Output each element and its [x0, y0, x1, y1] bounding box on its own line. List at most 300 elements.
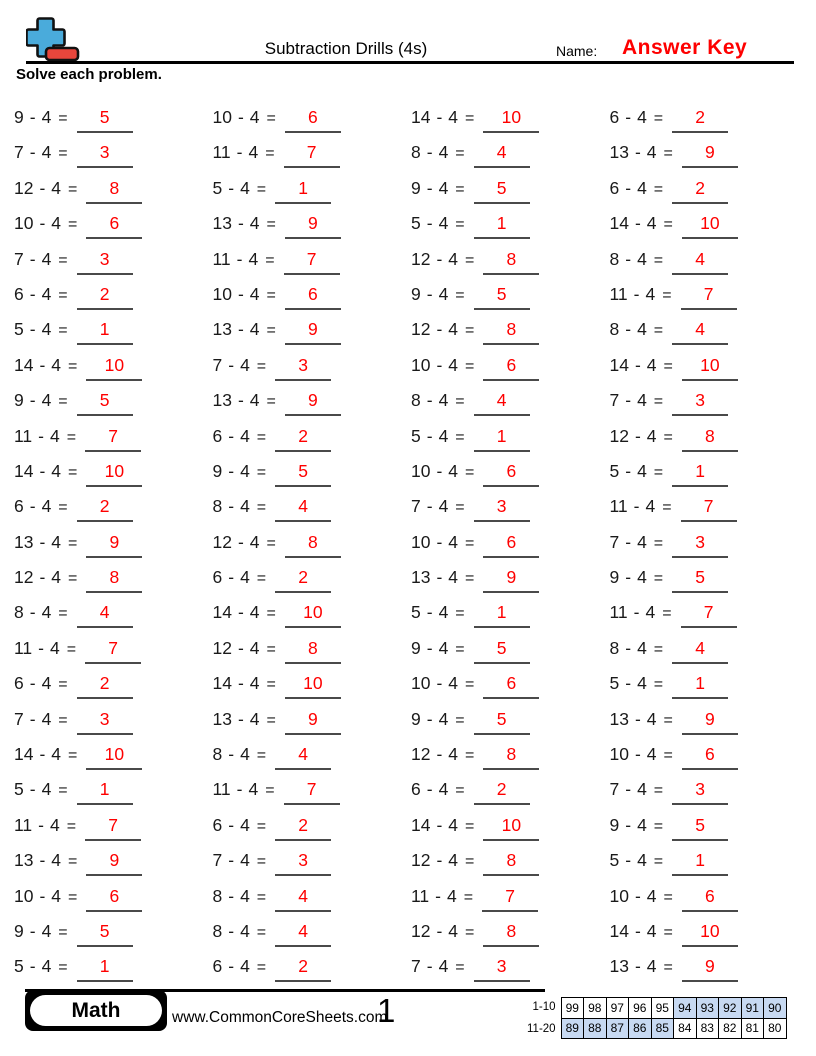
answer-blank	[285, 284, 341, 310]
subtrahend: 4	[51, 177, 62, 198]
minus-operator: -	[436, 107, 443, 127]
problem-row	[411, 169, 604, 204]
equals-sign: =	[465, 534, 475, 552]
subtrahend: 4	[51, 567, 62, 588]
answer-value: 8	[109, 177, 120, 198]
problem-row	[14, 310, 207, 345]
minus-operator: -	[625, 390, 632, 411]
answer-blank	[275, 921, 331, 947]
website-url: www.CommonCoreSheets.com	[172, 1009, 388, 1026]
answer-value: 9	[705, 956, 715, 977]
minuend: 9	[14, 920, 24, 941]
problem-row	[610, 770, 803, 805]
minus-operator: -	[39, 460, 46, 481]
minus-operator: -	[29, 107, 36, 127]
equals-sign: =	[68, 853, 78, 871]
subtrahend: 4	[240, 567, 250, 588]
equals-sign: =	[465, 322, 475, 340]
score-cell: 97	[606, 998, 629, 1019]
equals-sign: =	[653, 782, 664, 800]
minuend: 14	[609, 354, 629, 375]
subtrahend: 4	[637, 177, 647, 198]
minus-operator: -	[38, 425, 44, 446]
minuend: 10	[212, 107, 232, 127]
answer-blank	[285, 107, 341, 133]
subtrahend: 4	[438, 637, 449, 658]
problems-grid	[14, 98, 802, 984]
math-badge	[25, 990, 167, 1031]
answer-value: 7	[108, 637, 118, 658]
minuend: 14	[411, 107, 431, 127]
answer-value: 7	[108, 814, 118, 835]
answer-value: 4	[99, 602, 110, 623]
minus-operator: -	[625, 673, 632, 694]
subtrahend: 4	[50, 425, 60, 446]
minus-operator: -	[228, 920, 235, 941]
answer-blank	[85, 638, 141, 664]
minus-operator: -	[38, 637, 44, 658]
equals-sign: =	[58, 605, 68, 623]
equals-sign: =	[455, 782, 465, 800]
minus-operator: -	[228, 814, 235, 835]
minus-operator: -	[634, 213, 641, 234]
problem-row	[213, 947, 406, 982]
minuend: 8	[212, 744, 223, 765]
problem-row	[213, 346, 406, 381]
minuend: 13	[14, 531, 34, 552]
subtrahend: 4	[240, 814, 250, 835]
minuend: 12	[14, 177, 34, 198]
minus-operator: -	[29, 248, 36, 269]
minuend: 12	[609, 425, 629, 446]
equals-sign: =	[266, 605, 276, 623]
problem-row	[14, 841, 207, 876]
minuend: 8	[609, 248, 620, 269]
answer-value: 7	[703, 496, 714, 517]
problem-row	[213, 735, 406, 770]
equals-sign: =	[58, 959, 68, 977]
problem-row	[610, 417, 803, 452]
minuend: 12	[411, 744, 431, 765]
problem-row	[610, 487, 803, 522]
score-range-label: 1-10	[532, 1001, 556, 1014]
answer-value: 3	[99, 708, 110, 729]
equals-sign: =	[265, 145, 275, 163]
score-range-label: 11-20	[527, 1022, 556, 1035]
equals-sign: =	[256, 853, 267, 871]
answer-blank	[682, 142, 738, 168]
equals-sign: =	[256, 959, 267, 977]
minuend: 11	[212, 248, 231, 269]
minuend: 14	[212, 673, 232, 694]
answer-blank	[682, 213, 738, 239]
equals-sign: =	[266, 322, 276, 340]
answer-blank	[682, 921, 738, 947]
minus-operator: -	[633, 602, 640, 623]
minus-operator: -	[236, 248, 243, 269]
minuend: 6	[14, 283, 24, 304]
minus-operator: -	[625, 319, 632, 340]
minus-operator: -	[625, 850, 632, 871]
minuend: 12	[212, 637, 232, 658]
equals-sign: =	[68, 357, 78, 375]
minuend: 5	[14, 956, 24, 977]
minuend: 13	[212, 319, 232, 340]
answer-value: 2	[99, 673, 110, 694]
minuend: 14	[14, 354, 34, 375]
equals-sign: =	[266, 534, 276, 552]
subtrahend: 4	[637, 850, 647, 871]
subtrahend: 4	[249, 637, 260, 658]
problem-row	[213, 629, 406, 664]
minuend: 9	[609, 814, 620, 835]
score-cell: 87	[606, 1018, 629, 1039]
minus-operator: -	[236, 779, 243, 800]
score-cell: 93	[696, 998, 719, 1019]
minuend: 5	[609, 673, 620, 694]
problem-row	[14, 169, 207, 204]
answer-value: 1	[99, 779, 110, 800]
answer-blank	[275, 744, 331, 770]
answer-blank	[483, 815, 539, 841]
subtrahend: 4	[637, 779, 647, 800]
equals-sign: =	[662, 499, 672, 517]
answer-value: 8	[506, 920, 517, 941]
minus-operator: -	[29, 920, 36, 941]
answer-value: 2	[99, 496, 110, 517]
minus-operator: -	[29, 779, 36, 800]
subtrahend: 4	[447, 885, 457, 906]
subtrahend: 4	[41, 248, 52, 269]
answer-blank	[285, 709, 341, 735]
problem-column-2	[213, 98, 406, 984]
answer-value: 1	[496, 602, 507, 623]
subtrahend: 4	[41, 673, 52, 694]
answer-blank	[77, 673, 133, 699]
subtrahend: 4	[51, 213, 62, 234]
problem-row	[213, 204, 406, 239]
subtrahend: 4	[438, 390, 449, 411]
problem-row	[610, 133, 803, 168]
subtrahend: 4	[51, 885, 62, 906]
subtrahend: 4	[248, 248, 259, 269]
equals-sign: =	[663, 711, 673, 729]
score-cell: 83	[696, 1018, 719, 1039]
answer-blank	[672, 178, 728, 204]
minuend: 9	[14, 390, 24, 411]
equals-sign: =	[653, 393, 664, 411]
subtrahend: 4	[438, 602, 449, 623]
minus-operator: -	[39, 885, 46, 906]
problem-row	[14, 98, 207, 133]
answer-value: 9	[705, 708, 715, 729]
answer-blank	[482, 886, 538, 912]
minus-operator: -	[29, 602, 36, 623]
equals-sign: =	[455, 499, 465, 517]
minuend: 9	[411, 283, 421, 304]
answer-blank	[681, 284, 737, 310]
problem-row	[213, 593, 406, 628]
subtrahend: 4	[41, 496, 52, 517]
answer-blank	[483, 107, 539, 133]
answer-blank	[77, 779, 133, 805]
equals-sign: =	[256, 817, 267, 835]
answer-value: 5	[695, 567, 705, 588]
answer-value: 4	[695, 637, 705, 658]
problem-row	[411, 346, 604, 381]
answer-blank	[682, 355, 738, 381]
minuend: 10	[14, 213, 34, 234]
minus-operator: -	[29, 142, 36, 163]
problem-row	[411, 417, 604, 452]
minuend: 14	[609, 920, 629, 941]
problem-row	[14, 452, 207, 487]
answer-value: 10	[303, 673, 323, 694]
minus-operator: -	[29, 708, 36, 729]
problem-row	[213, 877, 406, 912]
answer-blank	[86, 850, 142, 876]
problem-row	[14, 912, 207, 947]
subtrahend: 4	[448, 744, 459, 765]
answer-value: 6	[109, 213, 120, 234]
subtrahend: 4	[646, 213, 657, 234]
minuend: 11	[14, 425, 33, 446]
equals-sign: =	[266, 110, 276, 127]
equals-sign: =	[662, 605, 672, 623]
problem-row	[14, 381, 207, 416]
answer-value: 9	[308, 213, 318, 234]
subtrahend: 4	[240, 850, 250, 871]
equals-sign: =	[463, 888, 474, 906]
equals-sign: =	[653, 180, 664, 198]
answer-value: 8	[308, 531, 318, 552]
answer-value: 4	[298, 885, 308, 906]
problem-row	[610, 700, 803, 735]
minus-operator: -	[228, 567, 235, 588]
problem-row	[14, 204, 207, 239]
subtrahend: 4	[248, 142, 259, 163]
answer-blank	[77, 921, 133, 947]
page-title: Subtraction Drills (4s)	[264, 39, 428, 58]
answer-blank	[681, 496, 737, 522]
subtrahend: 4	[646, 744, 657, 765]
minus-operator: -	[426, 708, 433, 729]
problem-row	[14, 346, 207, 381]
minus-operator: -	[228, 425, 235, 446]
problem-row	[213, 700, 406, 735]
minuend: 8	[609, 637, 620, 658]
answer-value: 10	[501, 107, 522, 127]
minus-operator: -	[634, 956, 641, 977]
subtrahend: 4	[637, 567, 647, 588]
problem-row	[411, 947, 604, 982]
problem-row	[411, 806, 604, 841]
answer-value: 6	[506, 354, 517, 375]
answer-value: 6	[308, 107, 318, 127]
equals-sign: =	[455, 711, 465, 729]
problem-row	[14, 947, 207, 982]
subtrahend: 4	[50, 814, 60, 835]
problem-row	[14, 664, 207, 699]
answer-value: 2	[695, 177, 705, 198]
answer-blank	[682, 426, 738, 452]
minus-operator: -	[426, 637, 433, 658]
answer-value: 7	[306, 142, 317, 163]
answer-blank	[474, 638, 530, 664]
minuend: 7	[14, 142, 24, 163]
subtrahend: 4	[41, 956, 52, 977]
answer-blank	[483, 673, 539, 699]
answer-blank	[275, 461, 331, 487]
equals-sign: =	[58, 393, 68, 411]
problem-row	[411, 664, 604, 699]
minus-operator: -	[625, 177, 632, 198]
minus-operator: -	[436, 920, 443, 941]
minuend: 9	[609, 567, 620, 588]
problem-row	[610, 169, 803, 204]
equals-sign: =	[266, 216, 276, 234]
problem-row	[610, 593, 803, 628]
minus-operator: -	[228, 354, 235, 375]
minus-operator: -	[436, 531, 443, 552]
answer-value: 7	[306, 248, 317, 269]
score-cell: 85	[651, 1018, 674, 1039]
problem-row	[610, 629, 803, 664]
problem-row	[411, 133, 604, 168]
minus-operator: -	[625, 248, 632, 269]
minus-operator: -	[237, 637, 244, 658]
minuend: 5	[609, 460, 620, 481]
minuend: 10	[609, 744, 629, 765]
subtrahend: 4	[448, 107, 459, 127]
answer-blank	[85, 815, 141, 841]
subtrahend: 4	[41, 708, 52, 729]
name-label: Name:	[556, 43, 598, 59]
answer-value: 8	[506, 319, 517, 340]
equals-sign: =	[455, 605, 465, 623]
problem-row	[14, 417, 207, 452]
score-table-row	[561, 998, 786, 1019]
problem-row	[610, 841, 803, 876]
equals-sign: =	[663, 428, 673, 446]
minus-operator: -	[29, 283, 36, 304]
equals-sign: =	[663, 959, 673, 977]
problem-row	[213, 310, 406, 345]
problem-row	[213, 841, 406, 876]
subtrahend: 4	[249, 390, 260, 411]
problem-row	[14, 275, 207, 310]
answer-value: 10	[700, 920, 720, 941]
answer-value: 10	[104, 744, 125, 765]
subtrahend: 4	[646, 425, 657, 446]
minuend: 7	[14, 708, 24, 729]
minuend: 5	[212, 177, 223, 198]
subtrahend: 4	[448, 354, 459, 375]
subtrahend: 4	[249, 107, 260, 127]
minus-operator: -	[634, 708, 641, 729]
name-value-answer-key: Answer Key	[622, 36, 748, 59]
answer-blank	[285, 390, 341, 416]
score-cell: 81	[741, 1018, 764, 1039]
score-cell: 89	[561, 1018, 584, 1039]
problem-column-4	[610, 98, 803, 984]
answer-value: 5	[496, 708, 507, 729]
subtrahend: 4	[249, 708, 260, 729]
equals-sign: =	[256, 888, 267, 906]
equals-sign: =	[256, 357, 267, 375]
equals-sign: =	[455, 216, 465, 234]
page-number: 1	[377, 992, 396, 1029]
answer-blank	[86, 567, 142, 593]
subtrahend: 4	[448, 567, 459, 588]
answer-blank	[474, 602, 530, 628]
minuend: 14	[609, 213, 629, 234]
minus-operator: -	[634, 425, 641, 446]
answer-blank	[275, 956, 331, 982]
minus-operator: -	[39, 850, 46, 871]
minuend: 8	[212, 885, 223, 906]
equals-sign: =	[58, 145, 68, 163]
equals-sign: =	[266, 676, 276, 694]
answer-blank	[275, 850, 331, 876]
minuend: 7	[212, 850, 223, 871]
answer-blank	[682, 886, 738, 912]
problem-row	[610, 558, 803, 593]
problem-row	[213, 381, 406, 416]
problem-row	[14, 770, 207, 805]
minuend: 6	[14, 496, 24, 517]
score-cell: 96	[629, 998, 652, 1019]
minuend: 9	[411, 708, 421, 729]
problem-row	[213, 133, 406, 168]
answer-value: 5	[496, 177, 507, 198]
minus-operator: -	[426, 213, 433, 234]
minus-operator: -	[436, 319, 443, 340]
minus-operator: -	[625, 107, 632, 127]
minuend: 14	[212, 602, 232, 623]
minuend: 7	[609, 390, 620, 411]
answer-value: 4	[298, 744, 308, 765]
minuend: 7	[609, 779, 620, 800]
minus-operator: -	[436, 567, 443, 588]
problem-row	[610, 664, 803, 699]
answer-value: 5	[298, 460, 308, 481]
minus-operator: -	[29, 956, 36, 977]
minuend: 10	[411, 673, 431, 694]
minus-operator: -	[228, 460, 235, 481]
equals-sign: =	[653, 640, 664, 658]
minus-operator: -	[39, 567, 46, 588]
subtrahend: 4	[637, 531, 647, 552]
answer-blank	[285, 532, 341, 558]
equals-sign: =	[66, 817, 77, 835]
score-tracker	[527, 997, 787, 1039]
answer-value: 4	[695, 319, 705, 340]
problem-row	[14, 700, 207, 735]
equals-sign: =	[663, 888, 673, 906]
equals-sign: =	[663, 747, 673, 765]
minus-operator: -	[625, 637, 632, 658]
problem-row	[213, 523, 406, 558]
answer-value: 9	[705, 142, 715, 163]
answer-blank	[77, 249, 133, 275]
answer-blank	[85, 426, 141, 452]
answer-blank	[672, 673, 728, 699]
answer-value: 2	[99, 283, 110, 304]
subtrahend: 4	[41, 319, 52, 340]
problem-row	[610, 947, 803, 982]
answer-value: 8	[308, 637, 318, 658]
